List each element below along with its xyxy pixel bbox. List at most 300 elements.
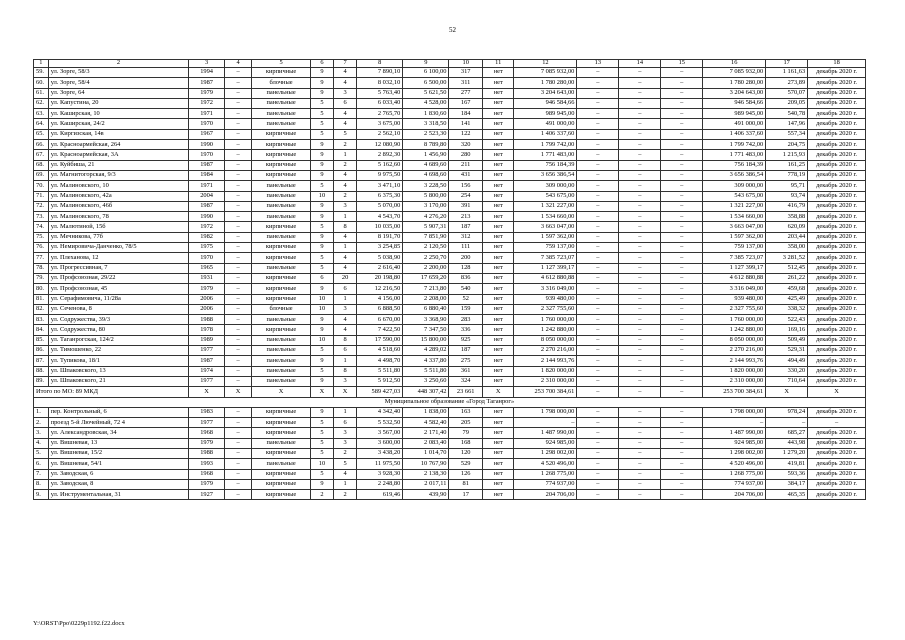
table-cell: 9 [310,160,333,170]
table-cell: 79. [34,273,49,283]
table-cell: 9 [310,212,333,222]
table-cell: 10 [310,294,333,304]
table-cell: – [619,366,661,376]
table-cell: 141 [449,119,483,129]
total-cell: X [334,387,357,397]
table-cell: 465,35 [766,490,808,500]
total-cell: – [577,387,619,397]
table-cell: 5 [310,222,333,232]
table-cell: 277 [449,88,483,98]
file-path-footer: Y:\ORST\Ppo\0229p1192.f22.docx [33,620,125,627]
table-cell: – [224,469,251,479]
table-cell: 205 [449,418,483,428]
table-cell: – [661,315,703,325]
table-cell: 7 385 723,07 [514,253,577,263]
table-row [34,129,866,139]
table-cell: ул. Немировича-Данченко, 78/5 [48,243,189,253]
table-cell: 2 [334,490,357,500]
table-cell: 9 [310,356,333,366]
table-cell: декабрь 2020 г. [808,376,866,386]
table-cell: 3. [34,428,49,438]
table-cell: 1 [334,150,357,160]
table-row [34,78,866,88]
table-cell: 2 [334,140,357,150]
table-cell: нет [482,160,513,170]
table-cell: 5 763,40 [357,88,403,98]
table-cell: кирпичные [252,243,311,253]
table-cell: 95,71 [766,181,808,191]
table-cell: нет [482,428,513,438]
table-cell: декабрь 2020 г. [808,191,866,201]
table-cell: – [619,201,661,211]
table-cell: декабрь 2020 г. [808,448,866,458]
table-cell: 5 511,80 [403,366,449,376]
table-cell: – [661,376,703,386]
table-cell: 756 184,39 [703,160,766,170]
table-cell: 543 675,00 [514,191,577,201]
table-cell: 425,49 [766,294,808,304]
table-cell: 52 [449,294,483,304]
table-cell: ул. Малиновского, 42а [48,191,189,201]
table-cell: 2 270 216,00 [514,346,577,356]
table-cell: 10 [310,304,333,314]
table-cell: 685,27 [766,428,808,438]
table-cell: 358,00 [766,243,808,253]
table-cell: декабрь 2020 г. [808,335,866,345]
table-row [34,140,866,150]
table-cell: – [224,109,251,119]
table-cell: 312 [449,232,483,242]
table-cell: 4 [334,109,357,119]
table-cell: 2 523,30 [403,129,449,139]
table-cell: 209,05 [766,98,808,108]
table-cell: 1 127 399,17 [514,263,577,273]
table-cell: – [577,273,619,283]
table-cell: 2 [334,448,357,458]
table-cell: – [577,253,619,263]
table-cell: нет [482,68,513,78]
table-cell: 512,45 [766,263,808,273]
housing-register-table [33,59,866,500]
table-cell: – [577,68,619,78]
table-cell: – [619,253,661,263]
table-cell: кирпичные [252,469,311,479]
table-cell: 64. [34,119,49,129]
table-cell: – [619,88,661,98]
table-cell: нет [482,191,513,201]
column-number: 18 [808,60,866,68]
table-cell: 320 [449,140,483,150]
table-cell: декабрь 2020 г. [808,160,866,170]
table-cell: 2 144 993,76 [514,356,577,366]
table-cell: 7 385 723,07 [703,253,766,263]
table-cell: 419,81 [766,459,808,469]
table-row [34,191,866,201]
table-cell: панельные [252,356,311,366]
table-cell: нет [482,490,513,500]
table-cell: – [661,407,703,417]
table-cell: – [577,366,619,376]
table-cell: – [224,376,251,386]
table-cell: блочные [252,304,311,314]
table-cell: – [661,170,703,180]
table-cell: 86. [34,346,49,356]
table-cell: кирпичные [252,129,311,139]
table-cell: – [577,325,619,335]
table-cell: 3 204 643,00 [703,88,766,98]
table-cell: 63. [34,109,49,119]
table-cell: 710,64 [766,376,808,386]
table-cell: 1 [334,294,357,304]
table-cell: 1989 [189,335,225,345]
table-cell: – [577,356,619,366]
table-cell: 122 [449,129,483,139]
table-cell: панельные [252,459,311,469]
table-cell: 5 [310,469,333,479]
table-cell: – [661,294,703,304]
table-cell: 1971 [189,181,225,191]
column-number: 17 [766,60,808,68]
table-cell: – [619,315,661,325]
table-cell: – [577,407,619,417]
table-cell: 8 032,10 [357,78,403,88]
table-row [34,88,866,98]
table-cell: 20 198,80 [357,273,403,283]
table-cell: 120 [449,448,483,458]
table-cell: – [661,479,703,489]
table-cell: 7 851,90 [403,232,449,242]
table-cell: – [619,490,661,500]
table-cell: – [619,78,661,88]
table-cell: 2006 [189,304,225,314]
table-cell: – [577,119,619,129]
table-cell: 62. [34,98,49,108]
table-cell: – [224,366,251,376]
table-cell: – [661,428,703,438]
table-cell: – [619,129,661,139]
table-cell: 1993 [189,459,225,469]
table-cell: – [661,284,703,294]
table-cell: панельные [252,201,311,211]
table-cell: ул. Шпаковского, 21 [48,376,189,386]
table-cell: декабрь 2020 г. [808,88,866,98]
table-cell: 3 [334,88,357,98]
table-cell: ул. Мечникова, 77б [48,232,189,242]
table-cell: 9 [310,325,333,335]
table-cell: 439,90 [403,490,449,500]
table-cell: 12 216,50 [357,284,403,294]
table-row [34,418,866,428]
table-cell: 4 [334,170,357,180]
column-number: 6 [310,60,333,68]
table-cell: ул. Профсоюзная, 45 [48,284,189,294]
table-cell: 4 342,40 [357,407,403,417]
table-cell: панельные [252,438,311,448]
table-cell: – [224,88,251,98]
table-cell: 1 406 337,60 [703,129,766,139]
table-row [34,459,866,469]
table-cell: 4 689,60 [403,160,449,170]
table-cell: панельные [252,335,311,345]
table-cell: нет [482,170,513,180]
table-cell: кирпичные [252,490,311,500]
table-cell: 946 584,66 [514,98,577,108]
table-cell: 570,07 [766,88,808,98]
table-cell: 1 830,60 [403,109,449,119]
table-cell: 9 975,50 [357,170,403,180]
table-cell: 2 562,10 [357,129,403,139]
table-cell: 10 [310,191,333,201]
table-cell: 4 [334,469,357,479]
table-cell: 6 033,40 [357,98,403,108]
table-cell: 924 985,00 [514,438,577,448]
table-cell: 2 120,50 [403,243,449,253]
table-cell: 5 [310,428,333,438]
table-cell: 4 [334,315,357,325]
table-cell: ул. Сеченова, 8 [48,304,189,314]
table-row [34,315,866,325]
table-cell: нет [482,119,513,129]
table-cell: 557,34 [766,129,808,139]
table-cell: 2 250,70 [403,253,449,263]
table-cell: 76. [34,243,49,253]
table-cell: 203,44 [766,232,808,242]
table-cell: 1984 [189,170,225,180]
table-cell: 283 [449,315,483,325]
table-cell: кирпичные [252,448,311,458]
table-cell: декабрь 2020 г. [808,222,866,232]
table-cell: – [661,243,703,253]
table-cell: ул. Красноармейская, 3А [48,150,189,160]
table-cell: ул. Каширская, 24/2 [48,119,189,129]
table-cell: 540,78 [766,109,808,119]
table-cell: – [577,448,619,458]
table-cell: 169,16 [766,325,808,335]
table-cell: 71. [34,191,49,201]
table-cell: 3 [334,438,357,448]
table-cell: 540 [449,284,483,294]
table-cell: декабрь 2020 г. [808,438,866,448]
table-cell: нет [482,418,513,428]
table-row [34,98,866,108]
table-cell: декабрь 2020 г. [808,356,866,366]
table-cell: 2 017,11 [403,479,449,489]
table-cell: 1 487 990,00 [514,428,577,438]
table-cell: 1994 [189,68,225,78]
table-cell: 1 771 483,00 [703,150,766,160]
table-cell: 619,46 [357,490,403,500]
table-cell: 1 798 000,00 [514,407,577,417]
table-row [34,304,866,314]
table-cell: – [224,479,251,489]
table-cell: – [224,335,251,345]
table-cell: – [577,129,619,139]
table-cell: ул. Заводская, 6 [48,469,189,479]
table-cell: 126 [449,469,483,479]
table-cell: – [224,232,251,242]
table-cell: 1974 [189,366,225,376]
table-row [34,325,866,335]
table-cell: 4 [334,253,357,263]
table-cell: 111 [449,243,483,253]
table-cell: 1970 [189,119,225,129]
table-cell: 5 800,00 [403,191,449,201]
table-cell: 4 612 880,88 [703,273,766,283]
table-cell: – [224,129,251,139]
table-cell: 1988 [189,448,225,458]
table-cell: 3 281,52 [766,253,808,263]
table-cell: 2 765,70 [357,109,403,119]
column-number: 1 [34,60,49,68]
table-cell: 280 [449,150,483,160]
table-cell: 6 670,00 [357,315,403,325]
table-cell: 529 [449,459,483,469]
column-number: 12 [514,60,577,68]
table-row [34,243,866,253]
table-cell: 3 316 049,00 [703,284,766,294]
table-cell: 5 912,50 [357,376,403,386]
table-cell: 1978 [189,325,225,335]
table-cell: 9 [310,479,333,489]
table-cell: 5 532,50 [357,418,403,428]
table-cell: – [577,284,619,294]
table-cell: панельные [252,376,311,386]
table-cell: 275 [449,356,483,366]
table-cell: – [577,109,619,119]
table-cell: 5. [34,448,49,458]
table-cell: 74. [34,222,49,232]
table-cell: 213 [449,212,483,222]
table-cell: 3 663 047,00 [514,222,577,232]
table-cell: 84. [34,325,49,335]
table-cell: 1 321 227,00 [703,201,766,211]
table-row [34,150,866,160]
table-cell: 1 820 000,00 [703,366,766,376]
table-cell: 1979 [189,438,225,448]
table-cell: 1982 [189,232,225,242]
table-cell: – [619,212,661,222]
table-cell: нет [482,459,513,469]
table-cell: 156 [449,181,483,191]
section-header-row [34,397,866,407]
table-cell: кирпичные [252,294,311,304]
table-cell: 5 [310,448,333,458]
table-cell: 431 [449,170,483,180]
table-row [34,366,866,376]
table-cell: 989 945,00 [514,109,577,119]
table-row [34,448,866,458]
table-cell: 2 138,30 [403,469,449,479]
table-cell: 9 [310,407,333,417]
table-cell: 5 162,60 [357,160,403,170]
table-cell: 8 [334,222,357,232]
table-cell: – [619,273,661,283]
table-cell: 1987 [189,78,225,88]
table-cell: 5 907,31 [403,222,449,232]
table-cell: 1 799 742,00 [703,140,766,150]
table-cell: 5 [310,98,333,108]
table-cell: 4 337,80 [403,356,449,366]
table-cell: – [577,181,619,191]
table-cell: ул. Содружества, 80 [48,325,189,335]
table-row [34,294,866,304]
table-cell: – [577,78,619,88]
table-row [34,428,866,438]
table-cell: декабрь 2020 г. [808,273,866,283]
table-cell: панельные [252,263,311,273]
table-cell: 1977 [189,418,225,428]
table-cell: – [619,109,661,119]
table-cell: кирпичные [252,479,311,489]
table-cell: нет [482,366,513,376]
table-cell: ул. Серафимовича, 11/28а [48,294,189,304]
table-cell: 3 663 047,00 [703,222,766,232]
table-cell: – [619,150,661,160]
table-cell: – [577,479,619,489]
table-cell: – [661,438,703,448]
table-cell: – [224,68,251,78]
table-cell: панельные [252,232,311,242]
table-cell: 1987 [189,356,225,366]
table-cell: декабрь 2020 г. [808,346,866,356]
table-cell: 3 675,00 [357,119,403,129]
table-cell: 8 050 000,00 [514,335,577,345]
total-cell: X [808,387,866,397]
total-cell: 23 661 [449,387,483,397]
table-cell: 5 [310,366,333,376]
table-cell: 3 [334,428,357,438]
table-cell: 4 [334,325,357,335]
table-cell: 946 584,66 [703,98,766,108]
table-cell: – [224,284,251,294]
table-cell: 759 137,00 [514,243,577,253]
table-cell: – [619,222,661,232]
table-cell: ул. Малиновского, 78 [48,212,189,222]
table-cell: нет [482,109,513,119]
table-cell: нет [482,129,513,139]
table-cell: 1 215,93 [766,150,808,160]
table-cell: 3 250,60 [403,376,449,386]
table-cell: 3 [334,201,357,211]
table-cell: – [224,181,251,191]
table-cell: 774 937,00 [514,479,577,489]
total-cell: 253 700 384,61 [514,387,577,397]
table-cell: 1 456,90 [403,150,449,160]
table-cell: 4 [334,232,357,242]
table-cell: ул. Зорге, 58/4 [48,78,189,88]
table-cell: 159 [449,304,483,314]
table-cell: – [224,438,251,448]
table-cell: панельные [252,315,311,325]
table-cell: 11 975,50 [357,459,403,469]
table-cell: панельные [252,212,311,222]
column-number: 7 [334,60,357,68]
table-cell: декабрь 2020 г. [808,129,866,139]
table-cell: 4 [334,78,357,88]
table-row [34,181,866,191]
table-cell: ул. Таганрогская, 124/2 [48,335,189,345]
table-cell: 1971 [189,109,225,119]
table-cell: – [619,243,661,253]
table-cell: 491 000,00 [703,119,766,129]
table-cell: 4 528,00 [403,98,449,108]
table-cell: 78. [34,263,49,273]
table-row [34,356,866,366]
table-cell: 9 [310,88,333,98]
table-cell: 72. [34,201,49,211]
table-cell: 1 760 000,00 [703,315,766,325]
table-cell: 12 080,90 [357,140,403,150]
